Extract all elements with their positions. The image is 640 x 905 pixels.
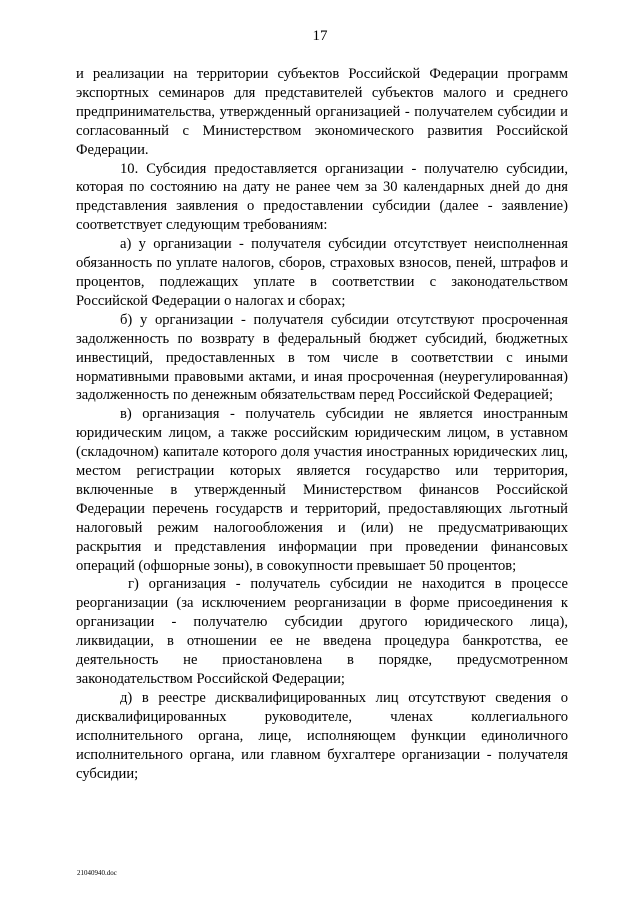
page-number: 17	[312, 28, 328, 44]
paragraph-subitem-g: г) организация - получатель субсидии не находится в процессе реорганизации (за исключением реорганизации в форме присоединения к организации - получателю субсидии другого юридического лица), ликвидации, в отношении ее не введена процедура банкротства, ее деятельность не приостановлена в порядке, предусмотренном законодательством Российской Федерации;	[76, 576, 568, 687]
paragraph-subitem-v: в) организация - получатель субсидии не является иностранным юридическим лицом, а также российским юридическим лицом, в уставном (складочном) капитале которого доля участия иностранных юридических лиц, местом регистрации которых является государство или территория, включенные в утвержденный Министерством финансов Российской Федерации перечень государств и территорий, предоставляющих льготный налоговый режим налогообложения и (или) не предусматривающих раскрытия и представления информации при проведении финансовых операций (офшорные зоны), в совокупности превышает 50 процентов;	[76, 406, 568, 574]
paragraph-item-10: 10. Субсидия предоставляется организации - получателю субсидии, которая по состоянию на дату не ранее чем за 30 календарных дней до дня представления заявления о предоставлении субсидии (далее - заявление) соответствует следующим требованиям:	[76, 160, 568, 234]
footer-filename: 21040940.doc	[77, 869, 117, 877]
paragraph-continuation: и реализации на территории субъектов Российской Федерации программ экспортных семинаров для представителей субъектов малого и среднего предпринимательства, утвержденный организацией - получателем субсидии и согласованный с Министерством экономического развития Российской Федерации.	[76, 66, 568, 158]
document-body	[76, 65, 568, 783]
paragraph-subitem-a: а) у организации - получателя субсидии отсутствует неисполненная обязанность по уплате налогов, сборов, страховых взносов, пеней, штрафов и процентов, подлежащих уплате в соответствии с законодательством Российской Федерации о налогах и сборах;	[76, 236, 568, 309]
paragraph-subitem-b: б) у организации - получателя субсидии отсутствуют просроченная задолженность по возврату в федеральный бюджет субсидий, бюджетных инвестиций, предоставленных в том числе в соответствии с иными нормативными правовыми актами, и иная просроченная (неурегулированная) задолженность по денежным обязательствам перед Российской Федерацией;	[76, 311, 568, 404]
paragraph-subitem-d: д) в реестре дисквалифицированных лиц отсутствуют сведения о дисквалифицированных руководителе, членах коллегиального исполнительного органа, лице, исполняющем функции единоличного исполнительного органа, или главном бухгалтере организации - получателя субсидии;	[76, 689, 568, 782]
